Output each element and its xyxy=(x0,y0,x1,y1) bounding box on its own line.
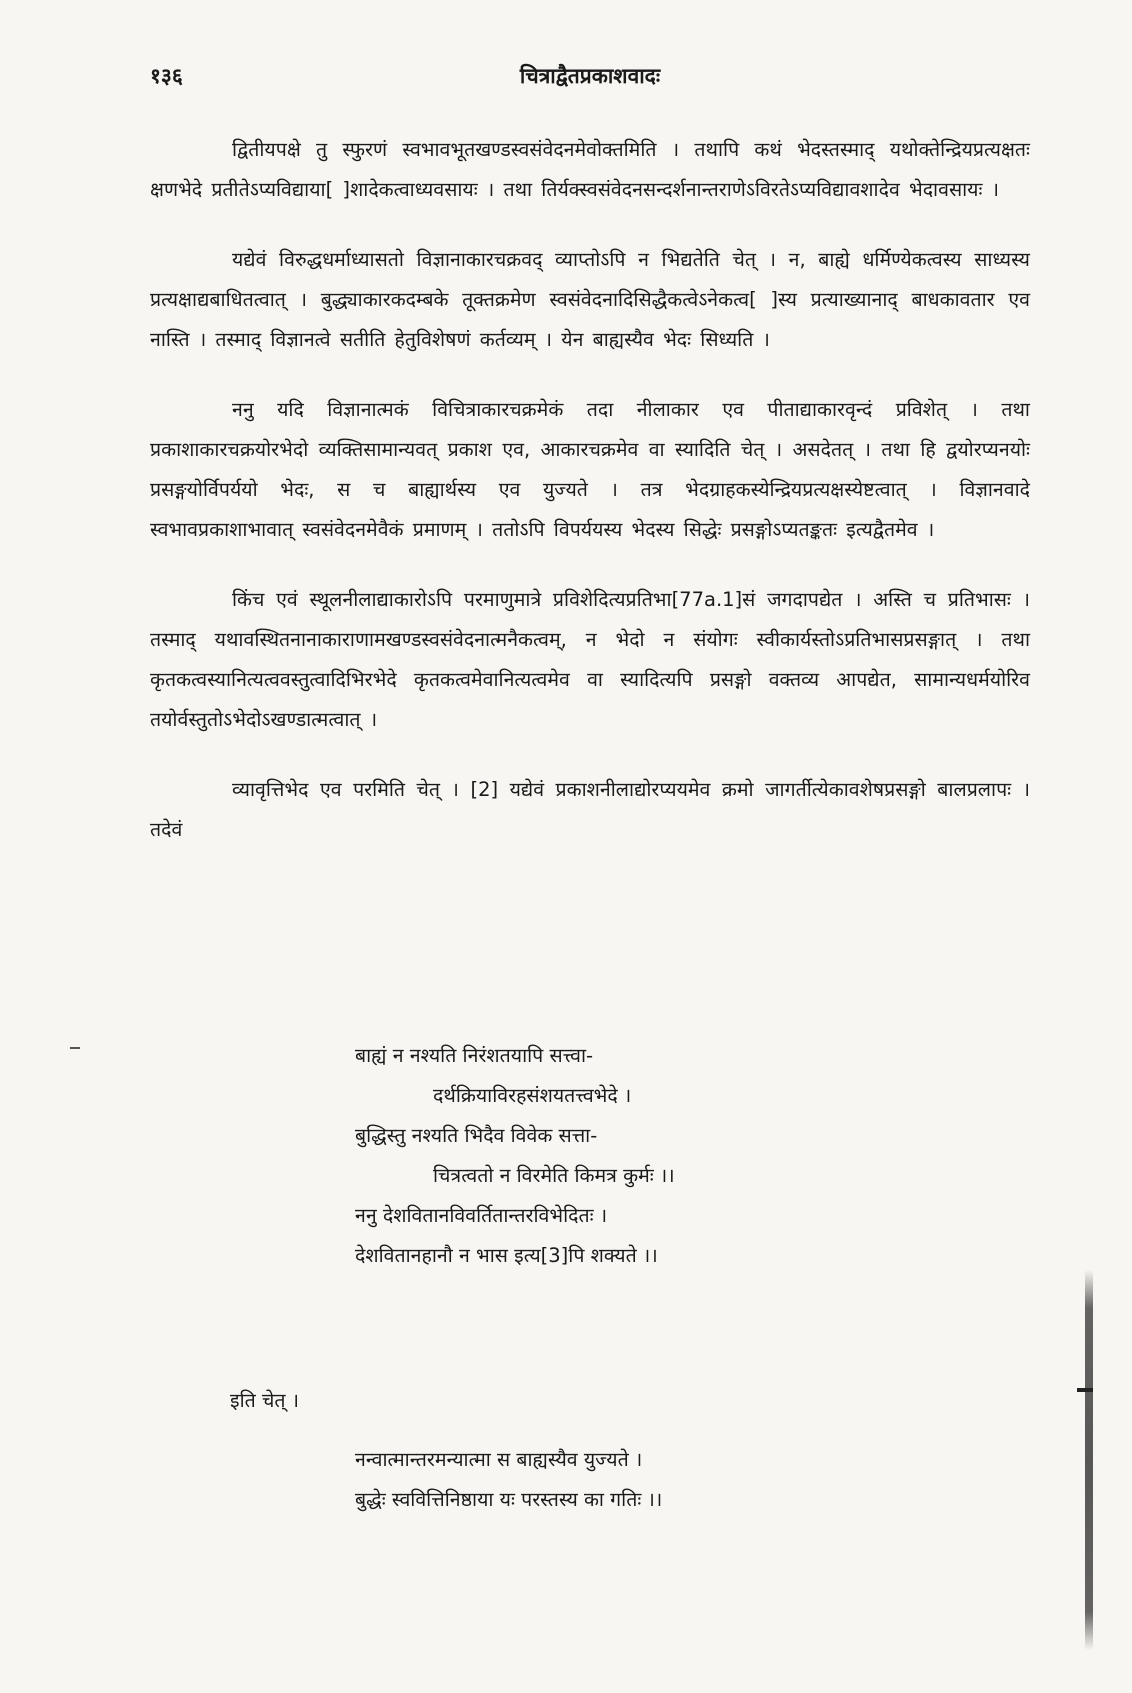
iti-line: इति चेत् । xyxy=(230,1389,300,1412)
page-number: १३६ xyxy=(150,64,183,88)
scan-binding-edge xyxy=(1085,1270,1093,1650)
verse-line: देशवितानहानौ न भास इत्य[3]पि शक्यते ।। xyxy=(355,1244,658,1267)
verse-line: बाह्यं न नश्यति निरंशतयापि सत्त्वा- xyxy=(355,1044,594,1067)
page-header xyxy=(150,62,1030,102)
verse-block-1 xyxy=(355,1036,915,1276)
verse-line: बुद्धिस्तु नश्यति भिदैव विवेक सत्ता- xyxy=(355,1124,598,1147)
running-title: चित्राद्वैतप्रकाशवादः xyxy=(519,64,661,88)
paragraph-1: द्वितीयपक्षे तु स्फुरणं स्वभावभूतखण्डस्वसंवेदनमेवोक्तमिति । तथापि कथं भेदस्तस्माद् यथोक्तेन्द्रियप्रत्यक्षतः क्षणभेदे प्रतीतेऽप्यविद्याया[ ]शादेकत्वाध्यवसायः । तथा तिर्यक्स्वसंवेदनसन्दर्शनान्तराणेऽविरतेऽप्यविद्यावशादेव भेदावसायः । xyxy=(150,138,1030,201)
paragraph-5: व्यावृत्तिभेद एव परमिति चेत् । [2] यद्येवं प्रकाशनीलाद्योरप्ययमेव क्रमो जागर्तीत्येकावशेषप्रसङ्गो बालप्रलापः । तदेवं xyxy=(150,778,1030,841)
paragraph-3: ननु यदि विज्ञानात्मकं विचित्राकारचक्रमेकं तदा नीलाकार एव पीताद्याकारवृन्दं प्रविशेत् । तथा प्रकाशाकारचक्रयोरभेदो व्यक्तिसामान्यवत् प्रकाश एव, आकारचक्रमेव वा स्यादिति चेत् । असदेतत् । तथा हि द्वयोरप्यनयोः प्रसङ्गयोर्विपर्ययो भेदः, स च बाह्यार्थस्य एव युज्यते । तत्र भेदग्राहकस्येन्द्रियप्रत्यक्षस्येष्टत्वात् । विज्ञानवादे स्वभावप्रकाशाभावात् स्वसंवेदनमेवैकं प्रमाणम् । ततोऽपि विपर्ययस्य भेदस्य सिद्धेः प्रसङ्गोऽप्यतङ्कतः इत्यद्वैतमेव । xyxy=(150,398,1030,541)
stray-mark xyxy=(70,1047,80,1049)
verse-line: बुद्धेः स्ववित्तिनिष्ठाया यः परस्तस्य का गतिः ।। xyxy=(355,1488,663,1511)
verse-line: नन्वात्मान्तरमन्यात्मा स बाह्यस्यैव युज्यते । xyxy=(355,1448,643,1471)
verse-line: चित्रत्वतो न विरमेति किमत्र कुर्मः ।। xyxy=(433,1164,675,1187)
body-text xyxy=(150,130,1030,876)
verse-line: ननु देशवितानविवर्तितान्तरविभेदितः । xyxy=(355,1204,608,1227)
paragraph-4: किंच एवं स्थूलनीलाद्याकारोऽपि परमाणुमात्रे प्रविशेदित्यप्रतिभा[77a.1]सं जगदापद्येत । अस्ति च प्रतिभासः । तस्माद् यथावस्थितनानाकाराणामखण्डस्वसंवेदनात्मनैकत्वम्, न भेदो न संयोगः स्वीकार्यस्तोऽप्रतिभासप्रसङ्गात् । तथा कृतकत्वस्यानित्यत्ववस्तुत्वादिभिरभेदे कृतकत्वमेवानित्यत्वमेव वा स्यादित्यपि प्रसङ्गो वक्तव्य आपद्येत, सामान्यधर्मयोरिव तयोर्वस्तुतोऽभेदोऽखण्डात्मत्वात् । xyxy=(150,588,1030,731)
verse-block-2 xyxy=(355,1440,915,1520)
margin-mark xyxy=(1077,1388,1093,1392)
verse-line: दर्थक्रियाविरहसंशयतत्त्वभेदे । xyxy=(433,1084,632,1107)
paragraph-2: यद्येवं विरुद्धधर्माध्यासतो विज्ञानाकारचक्रवद् व्याप्तोऽपि न भिद्यतेति चेत् । न, बाह्ये धर्मिण्येकत्वस्य साध्यस्य प्रत्यक्षाद्यबाधितत्वात् । बुद्ध्याकारकदम्बके तूक्तक्रमेण स्वसंवेदनादिसिद्धैकत्वेऽनेकत्व[ ]स्य प्रत्याख्यानाद् बाधकावतार एव नास्ति । तस्माद् विज्ञानत्वे सतीति हेतुविशेषणं कर्तव्यम् । येन बाह्यस्यैव भेदः सिध्यति । xyxy=(150,248,1030,351)
